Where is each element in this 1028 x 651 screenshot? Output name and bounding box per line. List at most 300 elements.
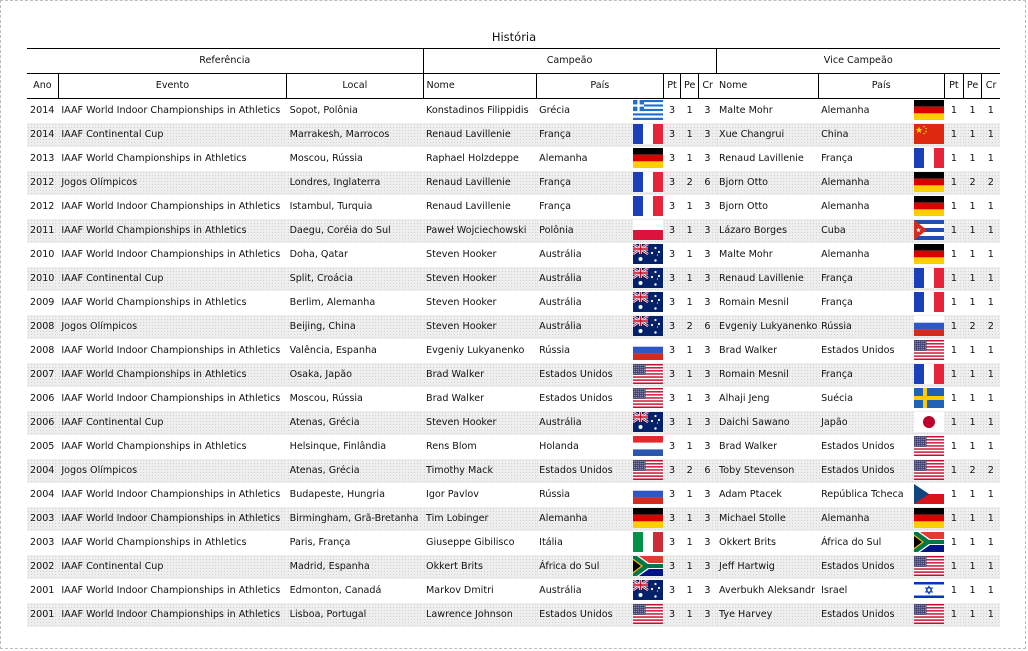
- cell-campeao-pais: Austrália: [539, 585, 582, 596]
- cell-vice-pt: 1: [950, 105, 957, 116]
- cell-campeao-pais: Austrália: [536, 411, 615, 435]
- cell-vice-flag: [908, 531, 944, 555]
- cell-ano: 2012: [27, 171, 58, 195]
- cell-campeao-nome: Markov Dmitri: [426, 585, 494, 596]
- cell-campeao-nome: Paweł Wojciechowski: [423, 219, 536, 243]
- cell-campeao-pt: 3: [668, 201, 676, 212]
- france-flag-icon: [633, 196, 663, 216]
- cell-campeao-pt: 3: [668, 105, 676, 116]
- cell-vice-nome: Lázaro Borges: [716, 219, 818, 243]
- page-title: História: [491, 30, 537, 44]
- russia-flag-icon: [914, 316, 944, 336]
- cell-campeao-pais: Itália: [539, 537, 563, 548]
- israel-flag-icon: [914, 580, 944, 600]
- cell-campeao-flag: [615, 363, 663, 387]
- cell-campeao-pais: Austrália: [536, 315, 615, 339]
- cell-campeao-nome: Renaud Lavillenie: [426, 201, 511, 212]
- cell-local: Moscou, Rússia: [289, 393, 363, 404]
- cell-vice-pt: 1: [944, 459, 963, 483]
- cell-campeao-cr: 3: [699, 507, 716, 531]
- cell-campeao-pais: Rússia: [539, 489, 571, 500]
- cell-campeao-flag: [615, 99, 663, 124]
- cell-vice-cr: 1: [987, 153, 994, 164]
- cell-vice-nome: Malte Mohr: [719, 105, 773, 116]
- table-row: [27, 507, 1000, 531]
- cell-vice-pt: 1: [950, 297, 957, 308]
- cell-campeao-pe: 1: [686, 105, 693, 116]
- table-row: [27, 291, 1000, 315]
- cell-campeao-pais: Estados Unidos: [536, 603, 615, 627]
- cell-vice-pais: África do Sul: [821, 537, 882, 548]
- cell-campeao-cr: 3: [699, 363, 716, 387]
- australia-flag-icon: [633, 316, 663, 336]
- cell-vice-pais: Cuba: [818, 219, 908, 243]
- germany-flag-icon: [633, 148, 663, 168]
- cell-vice-flag: [908, 219, 944, 243]
- cell-vice-nome: Malte Mohr: [719, 249, 773, 260]
- cell-campeao-flag: [615, 555, 663, 579]
- cell-local: Sopot, Polônia: [289, 105, 358, 116]
- cell-vice-flag: [908, 555, 944, 579]
- cell-vice-pe: 1: [964, 555, 982, 579]
- col-vice-pais: País: [818, 74, 944, 99]
- cell-campeao-nome: Renaud Lavillenie: [423, 123, 536, 147]
- cell-campeao-flag: [615, 219, 663, 243]
- cell-vice-cr: 2: [982, 171, 1000, 195]
- russia-flag-icon: [633, 484, 663, 504]
- cell-ano: 2006: [27, 411, 58, 435]
- cell-vice-pe: 1: [964, 603, 982, 627]
- cell-vice-pt: 1: [950, 201, 957, 212]
- table-row: [27, 579, 1000, 603]
- cell-vice-pt: 1: [944, 219, 963, 243]
- cell-vice-pais: França: [821, 153, 853, 164]
- cell-vice-pe: 2: [964, 171, 982, 195]
- cell-vice-pe: 1: [964, 363, 982, 387]
- cell-vice-nome: Tye Harvey: [716, 603, 818, 627]
- cell-local: Helsinque, Finlândia: [289, 441, 387, 452]
- cell-vice-pais: Estados Unidos: [821, 441, 895, 452]
- cell-campeao-nome: Brad Walker: [426, 393, 485, 404]
- cell-vice-pais: Estados Unidos: [818, 555, 908, 579]
- cell-vice-cr: 1: [982, 267, 1000, 291]
- cell-campeao-flag: [615, 435, 663, 459]
- cell-vice-pe: 1: [969, 153, 976, 164]
- cell-vice-nome: Daichi Sawano: [716, 411, 818, 435]
- cell-vice-pe: 1: [969, 489, 976, 500]
- cell-vice-flag: [908, 243, 944, 267]
- japan-flag-icon: [914, 412, 944, 432]
- cell-vice-pe: 1: [964, 267, 982, 291]
- cell-vice-pe: 2: [964, 315, 982, 339]
- cell-campeao-nome: Brad Walker: [423, 363, 536, 387]
- cell-vice-pe: 1: [969, 297, 976, 308]
- usa-flag-icon: [633, 388, 663, 408]
- usa-flag-icon: [914, 340, 944, 360]
- cell-campeao-cr: 6: [699, 315, 716, 339]
- cell-campeao-pais: Austrália: [536, 267, 615, 291]
- cell-campeao-pt: 3: [663, 603, 680, 627]
- cell-campeao-pe: 1: [681, 507, 699, 531]
- cell-evento: Jogos Olímpicos: [58, 171, 286, 195]
- cell-ano: 2007: [27, 363, 58, 387]
- cell-vice-nome: Jeff Hartwig: [716, 555, 818, 579]
- cell-campeao-cr: 3: [699, 123, 716, 147]
- cell-campeao-pt: 3: [663, 507, 680, 531]
- cell-vice-cr: 1: [987, 441, 994, 452]
- czech-flag-icon: [914, 484, 944, 504]
- australia-flag-icon: [633, 292, 663, 312]
- cell-vice-pais: Suécia: [821, 393, 853, 404]
- cell-ano: 2003: [30, 537, 55, 548]
- cell-campeao-pais: Holanda: [539, 441, 579, 452]
- cell-evento: IAAF World Indoor Championships in Athletics: [61, 489, 281, 500]
- cell-campeao-pe: 1: [686, 249, 693, 260]
- cell-evento: IAAF Continental Cup: [58, 267, 286, 291]
- cell-campeao-pais: Grécia: [539, 105, 571, 116]
- cell-local: Beijing, China: [287, 315, 423, 339]
- cell-ano: 2008: [30, 345, 55, 356]
- cell-campeao-pais: França: [539, 201, 572, 212]
- col-campeao-pe: Pe: [681, 74, 699, 99]
- south-africa-flag-icon: [633, 556, 663, 576]
- south-africa-flag-icon: [914, 532, 944, 552]
- cell-campeao-pt: 3: [663, 555, 680, 579]
- france-flag-icon: [633, 124, 663, 144]
- cell-vice-flag: [908, 435, 944, 459]
- cell-vice-cr: 1: [982, 603, 1000, 627]
- cell-campeao-pais: Rússia: [539, 345, 571, 356]
- cell-campeao-flag: [615, 195, 663, 219]
- cell-vice-pe: 1: [964, 411, 982, 435]
- cell-campeao-cr: 3: [704, 537, 711, 548]
- cell-ano: 2004: [27, 459, 58, 483]
- cell-vice-pt: 1: [950, 249, 957, 260]
- cell-vice-pt: 1: [950, 585, 957, 596]
- table-row: [27, 243, 1000, 267]
- cell-campeao-pe: 1: [681, 555, 699, 579]
- cell-campeao-pt: 3: [668, 489, 676, 500]
- cell-local: Moscou, Rússia: [289, 153, 363, 164]
- cell-campeao-cr: 3: [699, 411, 716, 435]
- cell-ano: 2006: [30, 393, 55, 404]
- cell-vice-pt: 1: [944, 267, 963, 291]
- history-table: [27, 48, 1000, 627]
- cell-evento: IAAF World Championships in Athletics: [61, 441, 247, 452]
- usa-flag-icon: [914, 436, 944, 456]
- cell-local: Birmingham, Grã-Bretanha: [287, 507, 423, 531]
- cell-ano: 2004: [30, 489, 55, 500]
- cell-vice-nome: Okkert Brits: [719, 537, 776, 548]
- cell-vice-nome: Bjorn Otto: [719, 201, 768, 212]
- cell-local: Madrid, Espanha: [287, 555, 423, 579]
- cell-campeao-pais: Polônia: [536, 219, 615, 243]
- cell-campeao-pais: Estados Unidos: [536, 363, 615, 387]
- table-row: [27, 171, 1000, 195]
- cell-ano: 2005: [30, 441, 55, 452]
- cell-vice-pt: 1: [944, 507, 963, 531]
- cell-vice-pais: Japão: [818, 411, 908, 435]
- cell-vice-pais: Estados Unidos: [818, 459, 908, 483]
- cell-vice-cr: 1: [982, 507, 1000, 531]
- cell-campeao-pais: Alemanha: [536, 507, 615, 531]
- table-row: [27, 363, 1000, 387]
- col-campeao-pais: País: [536, 74, 663, 99]
- cell-local: Atenas, Grécia: [287, 459, 423, 483]
- cell-vice-pt: 1: [950, 153, 957, 164]
- cell-vice-flag: [908, 315, 944, 339]
- table-row: [27, 459, 1000, 483]
- cell-campeao-cr: 3: [699, 267, 716, 291]
- cell-vice-nome: Toby Stevenson: [716, 459, 818, 483]
- cell-vice-pais: Rússia: [818, 315, 908, 339]
- col-campeao-pt: Pt: [663, 74, 680, 99]
- greece-flag-icon: [633, 100, 663, 120]
- cell-ano: 2013: [30, 153, 55, 164]
- cell-vice-pe: 1: [969, 441, 976, 452]
- usa-flag-icon: [633, 604, 663, 624]
- cell-local: Daegu, Coréia do Sul: [287, 219, 423, 243]
- cell-vice-flag: [908, 507, 944, 531]
- cell-campeao-pt: 3: [668, 585, 676, 596]
- germany-flag-icon: [914, 172, 944, 192]
- cell-vice-flag: [908, 123, 944, 147]
- cell-vice-pais: França: [818, 267, 908, 291]
- cell-vice-pais: Alemanha: [821, 249, 870, 260]
- cell-local: Londres, Inglaterra: [287, 171, 423, 195]
- cell-ano: 2008: [27, 315, 58, 339]
- cell-vice-cr: 1: [982, 363, 1000, 387]
- cell-vice-flag: [908, 147, 944, 171]
- cell-evento: IAAF Continental Cup: [58, 411, 286, 435]
- cell-vice-pe: 1: [964, 219, 982, 243]
- sweden-flag-icon: [914, 388, 944, 408]
- col-evento: Evento: [58, 74, 286, 99]
- cell-campeao-pt: 3: [663, 171, 680, 195]
- cell-ano: 2003: [27, 507, 58, 531]
- cell-vice-nome: Adam Ptacek: [719, 489, 782, 500]
- cell-vice-flag: [908, 171, 944, 195]
- cell-campeao-cr: 3: [704, 297, 711, 308]
- usa-flag-icon: [633, 364, 663, 384]
- cell-vice-pais: República Tcheca: [821, 489, 904, 500]
- cell-vice-pe: 1: [969, 393, 976, 404]
- cell-campeao-flag: [615, 147, 663, 171]
- cell-ano: 2014: [27, 123, 58, 147]
- cell-campeao-pais: Estados Unidos: [536, 459, 615, 483]
- table-row: [27, 99, 1000, 124]
- cell-campeao-pe: 2: [681, 171, 699, 195]
- cell-vice-pe: 1: [969, 345, 976, 356]
- cell-campeao-pt: 3: [663, 363, 680, 387]
- cell-campeao-pais: Austrália: [539, 249, 582, 260]
- cell-campeao-pt: 3: [663, 411, 680, 435]
- cell-campeao-pe: 1: [686, 393, 693, 404]
- cell-campeao-pt: 3: [668, 537, 676, 548]
- cell-campeao-cr: 3: [704, 153, 711, 164]
- cell-ano: 2001: [27, 603, 58, 627]
- table-row: [27, 483, 1000, 507]
- france-flag-icon: [914, 364, 944, 384]
- cell-campeao-pe: 1: [686, 441, 693, 452]
- cell-evento: IAAF World Championships in Athletics: [58, 219, 286, 243]
- group-campeao: Campeão: [423, 49, 716, 74]
- cell-evento: IAAF World Indoor Championships in Athletics: [61, 393, 281, 404]
- cell-vice-flag: [908, 99, 944, 124]
- cell-campeao-cr: 6: [699, 171, 716, 195]
- cell-vice-pt: 1: [950, 441, 957, 452]
- cell-evento: IAAF World Championships in Athletics: [58, 363, 286, 387]
- cell-local: Berlim, Alemanha: [289, 297, 376, 308]
- cell-vice-pt: 1: [944, 123, 963, 147]
- cell-campeao-flag: [615, 267, 663, 291]
- table-row: [27, 531, 1000, 555]
- cell-campeao-nome: Rens Blom: [426, 441, 477, 452]
- france-flag-icon: [633, 172, 663, 192]
- cell-campeao-pe: 1: [686, 585, 693, 596]
- cell-vice-nome: Brad Walker: [719, 345, 778, 356]
- cell-vice-flag: [908, 291, 944, 315]
- cell-campeao-pais: Estados Unidos: [539, 393, 613, 404]
- cell-campeao-flag: [615, 507, 663, 531]
- cell-vice-nome: Romain Mesnil: [719, 297, 789, 308]
- cell-campeao-cr: 3: [704, 441, 711, 452]
- cell-ano: 2014: [30, 105, 55, 116]
- table-row: [27, 267, 1000, 291]
- usa-flag-icon: [633, 460, 663, 480]
- cell-vice-pt: 1: [944, 315, 963, 339]
- netherlands-flag-icon: [633, 436, 663, 456]
- germany-flag-icon: [914, 244, 944, 264]
- col-local: Local: [287, 74, 423, 99]
- cell-vice-flag: [908, 195, 944, 219]
- cell-campeao-pt: 3: [663, 315, 680, 339]
- cell-campeao-cr: 3: [704, 489, 711, 500]
- cell-campeao-flag: [615, 459, 663, 483]
- col-vice-pt: Pt: [944, 74, 963, 99]
- france-flag-icon: [914, 268, 944, 288]
- cell-vice-cr: 2: [982, 315, 1000, 339]
- cell-evento: IAAF World Indoor Championships in Athletics: [58, 603, 286, 627]
- usa-flag-icon: [914, 460, 944, 480]
- cell-ano: 2010: [27, 267, 58, 291]
- cell-campeao-pt: 3: [663, 123, 680, 147]
- cell-vice-pt: 1: [944, 363, 963, 387]
- cell-vice-nome: Bjorn Otto: [716, 171, 818, 195]
- cell-local: Osaka, Japão: [287, 363, 423, 387]
- cell-vice-cr: 1: [982, 123, 1000, 147]
- cell-campeao-flag: [615, 411, 663, 435]
- cell-campeao-cr: 3: [704, 393, 711, 404]
- italy-flag-icon: [633, 532, 663, 552]
- cell-vice-pe: 2: [964, 459, 982, 483]
- cell-campeao-nome: Steven Hooker: [423, 411, 536, 435]
- cell-vice-flag: [908, 603, 944, 627]
- cell-vice-flag: [908, 339, 944, 363]
- cell-campeao-pt: 3: [668, 297, 676, 308]
- cell-campeao-cr: 3: [699, 219, 716, 243]
- cell-vice-cr: 1: [987, 345, 994, 356]
- cell-vice-nome: Alhaji Jeng: [719, 393, 770, 404]
- table-row: [27, 339, 1000, 363]
- col-campeao-nome: Nome: [423, 74, 536, 99]
- cell-campeao-nome: Evgeniy Lukyanenko: [426, 345, 525, 356]
- cell-vice-pe: 1: [969, 249, 976, 260]
- cell-campeao-nome: Steven Hooker: [423, 267, 536, 291]
- cell-campeao-pe: 1: [686, 345, 693, 356]
- cell-campeao-cr: 3: [704, 105, 711, 116]
- cell-vice-pt: 1: [950, 345, 957, 356]
- table-row: [27, 147, 1000, 171]
- cell-vice-pt: 1: [944, 171, 963, 195]
- cell-vice-flag: [908, 387, 944, 411]
- cell-campeao-pt: 3: [663, 219, 680, 243]
- cell-evento: IAAF Continental Cup: [58, 555, 286, 579]
- cell-campeao-cr: 3: [704, 345, 711, 356]
- cell-vice-pe: 1: [969, 105, 976, 116]
- cell-vice-pais: China: [818, 123, 908, 147]
- cell-campeao-pe: 1: [681, 267, 699, 291]
- cell-vice-pe: 1: [969, 585, 976, 596]
- cell-evento: IAAF World Championships in Athletics: [61, 537, 247, 548]
- cell-campeao-pe: 1: [686, 201, 693, 212]
- cell-local: Istambul, Turquia: [289, 201, 373, 212]
- cell-vice-pt: 1: [944, 555, 963, 579]
- germany-flag-icon: [914, 100, 944, 120]
- cell-vice-pt: 1: [950, 393, 957, 404]
- cell-campeao-pais: Alemanha: [539, 153, 588, 164]
- cell-campeao-flag: [615, 387, 663, 411]
- cell-vice-pe: 1: [969, 201, 976, 212]
- col-vice-pe: Pe: [964, 74, 982, 99]
- cell-local: Valência, Espanha: [289, 345, 377, 356]
- table-row: [27, 387, 1000, 411]
- cell-vice-nome: Romain Mesnil: [716, 363, 818, 387]
- cell-evento: Jogos Olímpicos: [58, 459, 286, 483]
- cell-vice-nome: Xue Changrui: [716, 123, 818, 147]
- cell-evento: IAAF Continental Cup: [58, 123, 286, 147]
- cell-campeao-pe: 2: [681, 315, 699, 339]
- group-referencia: Referência: [27, 49, 423, 74]
- cell-ano: 2012: [30, 201, 55, 212]
- cell-campeao-pais: França: [536, 171, 615, 195]
- cell-evento: IAAF World Indoor Championships in Athletics: [61, 105, 281, 116]
- cell-campeao-flag: [615, 315, 663, 339]
- china-flag-icon: [914, 124, 944, 144]
- germany-flag-icon: [633, 508, 663, 528]
- cell-campeao-pe: 1: [681, 123, 699, 147]
- cell-vice-cr: 1: [987, 393, 994, 404]
- cell-vice-pais: Israel: [821, 585, 848, 596]
- cell-campeao-pe: 1: [681, 411, 699, 435]
- cell-local: Doha, Qatar: [289, 249, 348, 260]
- cell-campeao-flag: [615, 339, 663, 363]
- cell-campeao-pt: 3: [668, 393, 676, 404]
- cell-vice-pe: 1: [969, 537, 976, 548]
- cell-campeao-pe: 1: [686, 153, 693, 164]
- cell-ano: 2002: [27, 555, 58, 579]
- table-row: [27, 123, 1000, 147]
- cell-vice-pais: França: [821, 297, 853, 308]
- cell-evento: IAAF World Championships in Athletics: [61, 153, 247, 164]
- cell-campeao-cr: 3: [699, 603, 716, 627]
- australia-flag-icon: [633, 268, 663, 288]
- cell-vice-pt: 1: [950, 489, 957, 500]
- australia-flag-icon: [633, 412, 663, 432]
- col-ano: Ano: [27, 74, 58, 99]
- cell-campeao-pe: 1: [681, 219, 699, 243]
- table-row: [27, 435, 1000, 459]
